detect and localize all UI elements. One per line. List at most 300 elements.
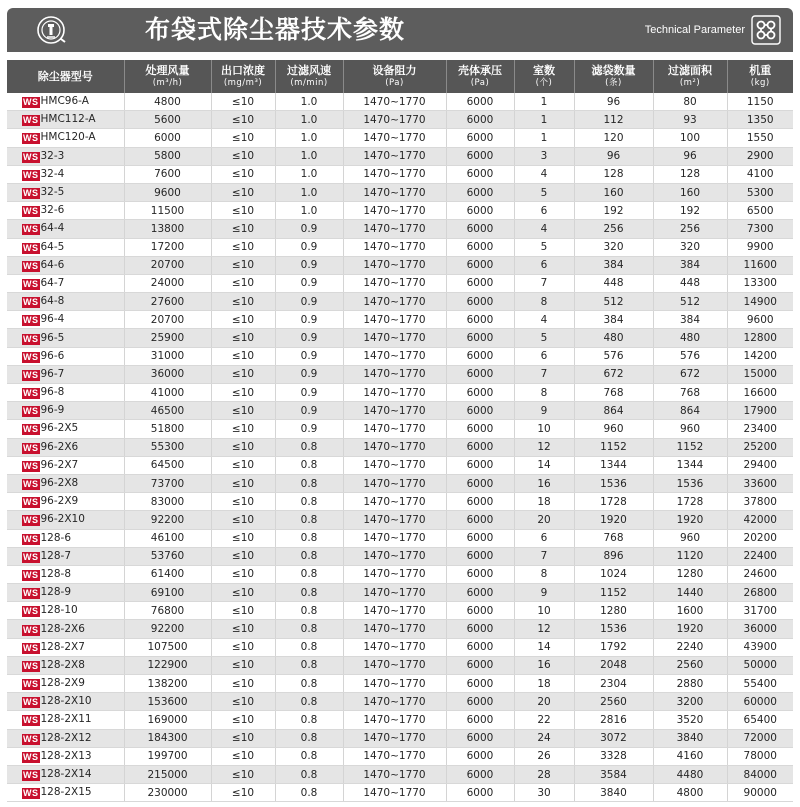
- table-cell: 96: [574, 147, 653, 165]
- table-cell: 7: [514, 274, 574, 292]
- table-cell: 5: [514, 238, 574, 256]
- model-number: 96-2X6: [40, 440, 79, 453]
- table-cell: 4: [514, 165, 574, 183]
- table-cell: ≤10: [211, 493, 275, 511]
- column-header-label: 室数: [533, 63, 555, 77]
- table-cell: 1280: [574, 602, 653, 620]
- ws-brand-badge: WS: [23, 315, 39, 326]
- table-cell: 18: [514, 675, 574, 693]
- table-cell: 1.0: [275, 165, 343, 183]
- table-cell: 20700: [124, 311, 211, 329]
- model-number: 128-2X9: [40, 677, 85, 690]
- table-cell: 36000: [727, 620, 793, 638]
- table-cell: 12800: [727, 329, 793, 347]
- table-cell: 28: [514, 765, 574, 783]
- table-cell: 6: [514, 256, 574, 274]
- chain-link-icon: [751, 15, 781, 45]
- table-cell: 16: [514, 656, 574, 674]
- table-cell: 10: [514, 420, 574, 438]
- model-cell: [7, 765, 124, 783]
- model-number: 64-8: [40, 295, 65, 308]
- table-cell: 1470~1770: [343, 438, 446, 456]
- table-cell: 9: [514, 584, 574, 602]
- table-cell: 61400: [124, 565, 211, 583]
- column-header-label: 设备阻力: [372, 63, 417, 77]
- table-cell: 0.9: [275, 420, 343, 438]
- table-cell: 13300: [727, 274, 793, 292]
- model-cell: [7, 183, 124, 201]
- table-cell: 6000: [124, 129, 211, 147]
- table-cell: 1470~1770: [343, 347, 446, 365]
- table-cell: 3840: [574, 784, 653, 802]
- table-cell: 1470~1770: [343, 111, 446, 129]
- table-cell: 128: [574, 165, 653, 183]
- table-cell: 3584: [574, 765, 653, 783]
- table-cell: 1536: [574, 620, 653, 638]
- ws-brand-badge: WS: [23, 188, 39, 199]
- column-header: [211, 60, 275, 93]
- model-number: 96-2X8: [40, 477, 79, 490]
- ws-brand-badge: WS: [23, 715, 39, 726]
- table-cell: 46500: [124, 402, 211, 420]
- table-cell: 93: [653, 111, 727, 129]
- table-cell: 73700: [124, 474, 211, 492]
- table-cell: 24000: [124, 274, 211, 292]
- table-cell: 5: [514, 329, 574, 347]
- column-header-label: 处理风量: [145, 63, 190, 77]
- table-cell: 11600: [727, 256, 793, 274]
- table-cell: 1470~1770: [343, 675, 446, 693]
- column-header: [7, 60, 124, 93]
- table-cell: 480: [574, 329, 653, 347]
- model-cell: [7, 456, 124, 474]
- table-cell: 1920: [653, 511, 727, 529]
- table-cell: 6000: [446, 547, 514, 565]
- table-cell: ≤10: [211, 274, 275, 292]
- table-cell: 0.8: [275, 729, 343, 747]
- table-cell: ≤10: [211, 111, 275, 129]
- table-row: [7, 765, 793, 783]
- table-cell: 1470~1770: [343, 93, 446, 111]
- table-cell: 25200: [727, 438, 793, 456]
- model-cell: [7, 111, 124, 129]
- table-cell: 17900: [727, 402, 793, 420]
- table-row: [7, 202, 793, 220]
- table-cell: 12: [514, 438, 574, 456]
- ws-brand-badge: WS: [23, 460, 39, 471]
- table-cell: 1470~1770: [343, 493, 446, 511]
- table-cell: 768: [574, 529, 653, 547]
- model-cell: [7, 220, 124, 238]
- model-cell: [7, 547, 124, 565]
- table-cell: 0.8: [275, 638, 343, 656]
- table-cell: 1152: [574, 584, 653, 602]
- model-cell: [7, 784, 124, 802]
- table-row: [7, 620, 793, 638]
- model-cell: [7, 693, 124, 711]
- table-cell: 1280: [653, 565, 727, 583]
- table-cell: 199700: [124, 747, 211, 765]
- table-cell: 1470~1770: [343, 183, 446, 201]
- table-cell: ≤10: [211, 638, 275, 656]
- column-header-unit: (m³/h): [152, 77, 183, 88]
- model-cell: [7, 293, 124, 311]
- table-row: [7, 675, 793, 693]
- table-cell: ≤10: [211, 238, 275, 256]
- table-cell: 31700: [727, 602, 793, 620]
- table-cell: 6000: [446, 384, 514, 402]
- table-cell: ≤10: [211, 620, 275, 638]
- table-cell: 4800: [124, 93, 211, 111]
- table-cell: 1.0: [275, 129, 343, 147]
- table-row: [7, 402, 793, 420]
- table-cell: ≤10: [211, 147, 275, 165]
- table-cell: 0.8: [275, 584, 343, 602]
- table-cell: 14200: [727, 347, 793, 365]
- ws-brand-badge: WS: [23, 224, 39, 235]
- table-cell: ≤10: [211, 438, 275, 456]
- table-cell: 1150: [727, 93, 793, 111]
- model-cell: [7, 584, 124, 602]
- model-cell: [7, 474, 124, 492]
- model-cell: [7, 565, 124, 583]
- model-cell: [7, 529, 124, 547]
- table-cell: ≤10: [211, 384, 275, 402]
- table-cell: ≤10: [211, 729, 275, 747]
- table-cell: 672: [574, 365, 653, 383]
- table-header-row: [7, 60, 793, 93]
- ws-brand-badge: WS: [23, 97, 39, 108]
- table-cell: 23400: [727, 420, 793, 438]
- table-cell: 7300: [727, 220, 793, 238]
- table-cell: 26800: [727, 584, 793, 602]
- ws-brand-badge: WS: [23, 260, 39, 271]
- table-row: [7, 256, 793, 274]
- column-header-unit: (m²): [679, 77, 701, 88]
- model-cell: [7, 165, 124, 183]
- table-row: [7, 438, 793, 456]
- table-row: [7, 602, 793, 620]
- table-row: [7, 347, 793, 365]
- table-cell: 1470~1770: [343, 202, 446, 220]
- model-number: 96-8: [40, 386, 65, 399]
- table-cell: 112: [574, 111, 653, 129]
- table-cell: ≤10: [211, 565, 275, 583]
- model-number: 128-9: [40, 586, 72, 599]
- table-cell: 184300: [124, 729, 211, 747]
- ws-brand-badge: WS: [23, 751, 39, 762]
- column-header-label: 除尘器型号: [37, 69, 93, 83]
- table-cell: 6000: [446, 474, 514, 492]
- table-cell: 11500: [124, 202, 211, 220]
- table-cell: 512: [653, 293, 727, 311]
- table-cell: 55400: [727, 675, 793, 693]
- table-cell: 8: [514, 384, 574, 402]
- table-cell: 7: [514, 547, 574, 565]
- table-cell: 1470~1770: [343, 256, 446, 274]
- table-cell: 83000: [124, 493, 211, 511]
- table-cell: 6000: [446, 456, 514, 474]
- ws-brand-badge: WS: [23, 770, 39, 781]
- table-row: [7, 547, 793, 565]
- table-cell: ≤10: [211, 183, 275, 201]
- table-row: [7, 638, 793, 656]
- model-number: 128-2X15: [40, 786, 92, 799]
- table-cell: 864: [653, 402, 727, 420]
- column-header: [124, 60, 211, 93]
- model-cell: [7, 402, 124, 420]
- table-cell: 6000: [446, 93, 514, 111]
- parameter-table: [7, 60, 793, 802]
- table-cell: 512: [574, 293, 653, 311]
- column-header: [653, 60, 727, 93]
- table-cell: 6000: [446, 511, 514, 529]
- table-cell: 6000: [446, 584, 514, 602]
- ws-brand-badge: WS: [23, 733, 39, 744]
- table-cell: 1470~1770: [343, 311, 446, 329]
- ws-brand-badge: WS: [23, 588, 39, 599]
- table-cell: 1600: [653, 602, 727, 620]
- model-cell: [7, 729, 124, 747]
- table-cell: 1.0: [275, 202, 343, 220]
- ws-brand-badge: WS: [23, 533, 39, 544]
- column-header: [343, 60, 446, 93]
- table-cell: 1470~1770: [343, 602, 446, 620]
- ws-brand-badge: WS: [23, 442, 39, 453]
- table-cell: 384: [574, 311, 653, 329]
- table-cell: 13800: [124, 220, 211, 238]
- table-cell: 6000: [446, 202, 514, 220]
- table-cell: 6000: [446, 274, 514, 292]
- table-cell: 0.8: [275, 565, 343, 583]
- table-cell: ≤10: [211, 420, 275, 438]
- table-cell: 6000: [446, 420, 514, 438]
- table-cell: 4: [514, 311, 574, 329]
- table-cell: 6000: [446, 293, 514, 311]
- column-header-unit: (Pa): [470, 77, 490, 88]
- table-cell: 53760: [124, 547, 211, 565]
- table-cell: 1152: [574, 438, 653, 456]
- table-cell: 3072: [574, 729, 653, 747]
- table-cell: 1470~1770: [343, 711, 446, 729]
- table-cell: 0.8: [275, 511, 343, 529]
- table-cell: 6000: [446, 620, 514, 638]
- model-cell: [7, 511, 124, 529]
- model-number: 64-5: [40, 240, 65, 253]
- table-cell: 1120: [653, 547, 727, 565]
- table-cell: 0.9: [275, 256, 343, 274]
- table-cell: 1536: [653, 474, 727, 492]
- table-cell: 1470~1770: [343, 474, 446, 492]
- table-cell: 6000: [446, 765, 514, 783]
- ws-brand-badge: WS: [23, 515, 39, 526]
- table-cell: 3: [514, 147, 574, 165]
- model-cell: [7, 638, 124, 656]
- table-row: [7, 365, 793, 383]
- model-cell: [7, 420, 124, 438]
- table-cell: 14: [514, 456, 574, 474]
- table-row: [7, 147, 793, 165]
- table-cell: 4480: [653, 765, 727, 783]
- table-cell: 1470~1770: [343, 747, 446, 765]
- table-cell: 1536: [574, 474, 653, 492]
- table-cell: 6000: [446, 784, 514, 802]
- table-cell: 6000: [446, 675, 514, 693]
- model-number: 96-6: [40, 349, 65, 362]
- table-cell: 9600: [124, 183, 211, 201]
- table-cell: 46100: [124, 529, 211, 547]
- table-cell: 100: [653, 129, 727, 147]
- table-row: [7, 584, 793, 602]
- ws-brand-badge: WS: [23, 388, 39, 399]
- table-cell: 3328: [574, 747, 653, 765]
- table-cell: 96: [574, 93, 653, 111]
- column-header-unit: (m/min): [290, 77, 328, 88]
- model-number: 64-4: [40, 222, 65, 235]
- table-cell: 6000: [446, 365, 514, 383]
- model-cell: [7, 202, 124, 220]
- model-number: 128-2X11: [40, 713, 92, 726]
- table-cell: 6000: [446, 493, 514, 511]
- table-cell: 6000: [446, 602, 514, 620]
- ws-brand-badge: WS: [23, 133, 39, 144]
- model-cell: [7, 384, 124, 402]
- model-number: 128-6: [40, 531, 72, 544]
- table-row: [7, 729, 793, 747]
- table-cell: 1: [514, 93, 574, 111]
- column-header-unit: (个): [535, 77, 553, 88]
- table-cell: 20200: [727, 529, 793, 547]
- table-cell: 50000: [727, 656, 793, 674]
- table-cell: 2240: [653, 638, 727, 656]
- table-cell: 1440: [653, 584, 727, 602]
- table-cell: 1.0: [275, 183, 343, 201]
- model-cell: [7, 620, 124, 638]
- table-row: [7, 565, 793, 583]
- table-row: [7, 129, 793, 147]
- table-row: [7, 784, 793, 802]
- table-cell: 1470~1770: [343, 456, 446, 474]
- column-header-unit: (kg): [750, 77, 770, 88]
- table-cell: 5300: [727, 183, 793, 201]
- ws-brand-badge: WS: [23, 624, 39, 635]
- table-cell: 256: [653, 220, 727, 238]
- model-number: HMC96-A: [40, 95, 89, 108]
- table-cell: 9: [514, 402, 574, 420]
- table-cell: 0.8: [275, 602, 343, 620]
- table-cell: 1470~1770: [343, 547, 446, 565]
- table-cell: 0.8: [275, 547, 343, 565]
- table-cell: 0.8: [275, 765, 343, 783]
- table-cell: 0.8: [275, 711, 343, 729]
- table-cell: 14: [514, 638, 574, 656]
- table-cell: 6000: [446, 711, 514, 729]
- model-number: 128-2X12: [40, 731, 92, 744]
- table-row: [7, 93, 793, 111]
- table-cell: 576: [574, 347, 653, 365]
- table-cell: 480: [653, 329, 727, 347]
- table-cell: 1470~1770: [343, 147, 446, 165]
- table-row: [7, 293, 793, 311]
- table-cell: 1470~1770: [343, 584, 446, 602]
- model-cell: [7, 238, 124, 256]
- table-cell: 960: [574, 420, 653, 438]
- model-number: 128-7: [40, 549, 72, 562]
- table-row: [7, 456, 793, 474]
- table-cell: ≤10: [211, 656, 275, 674]
- table-cell: 6000: [446, 565, 514, 583]
- table-cell: 2816: [574, 711, 653, 729]
- table-cell: 1550: [727, 129, 793, 147]
- model-number: 96-2X5: [40, 422, 79, 435]
- model-number: 96-2X10: [40, 513, 85, 526]
- table-cell: 16600: [727, 384, 793, 402]
- ws-brand-badge: WS: [23, 206, 39, 217]
- model-number: 64-7: [40, 276, 65, 289]
- table-cell: ≤10: [211, 747, 275, 765]
- table-cell: 25900: [124, 329, 211, 347]
- table-cell: 0.8: [275, 456, 343, 474]
- column-header: [275, 60, 343, 93]
- table-cell: 1470~1770: [343, 420, 446, 438]
- ws-brand-badge: WS: [23, 115, 39, 126]
- table-row: [7, 311, 793, 329]
- model-cell: [7, 347, 124, 365]
- table-cell: 92200: [124, 620, 211, 638]
- model-cell: [7, 438, 124, 456]
- ws-brand-badge: WS: [23, 788, 39, 799]
- table-cell: 90000: [727, 784, 793, 802]
- table-row: [7, 493, 793, 511]
- table-cell: 0.8: [275, 620, 343, 638]
- table-cell: 6000: [446, 183, 514, 201]
- table-cell: 5600: [124, 111, 211, 129]
- table-cell: 8: [514, 565, 574, 583]
- ws-brand-badge: WS: [23, 479, 39, 490]
- table-cell: 4800: [653, 784, 727, 802]
- table-cell: 122900: [124, 656, 211, 674]
- dust-filter-logo-icon: [35, 14, 67, 46]
- table-cell: 1: [514, 111, 574, 129]
- table-cell: 14900: [727, 293, 793, 311]
- model-number: 128-8: [40, 567, 72, 580]
- table-cell: 0.9: [275, 347, 343, 365]
- column-header: [514, 60, 574, 93]
- model-number: 96-5: [40, 331, 65, 344]
- table-cell: 1152: [653, 438, 727, 456]
- table-cell: 1470~1770: [343, 329, 446, 347]
- table-cell: 0.9: [275, 274, 343, 292]
- model-number: 32-5: [40, 186, 65, 199]
- ws-brand-badge: WS: [23, 278, 39, 289]
- table-cell: 8: [514, 293, 574, 311]
- table-cell: 192: [574, 202, 653, 220]
- table-cell: 6000: [446, 747, 514, 765]
- ws-brand-badge: WS: [23, 497, 39, 508]
- table-cell: 20700: [124, 256, 211, 274]
- table-cell: ≤10: [211, 693, 275, 711]
- model-number: 96-7: [40, 367, 65, 380]
- table-cell: 138200: [124, 675, 211, 693]
- model-number: 96-2X7: [40, 458, 79, 471]
- table-cell: ≤10: [211, 711, 275, 729]
- table-cell: ≤10: [211, 675, 275, 693]
- ws-brand-badge: WS: [23, 606, 39, 617]
- table-cell: 2304: [574, 675, 653, 693]
- table-cell: 6000: [446, 656, 514, 674]
- table-cell: 30: [514, 784, 574, 802]
- table-cell: 1470~1770: [343, 638, 446, 656]
